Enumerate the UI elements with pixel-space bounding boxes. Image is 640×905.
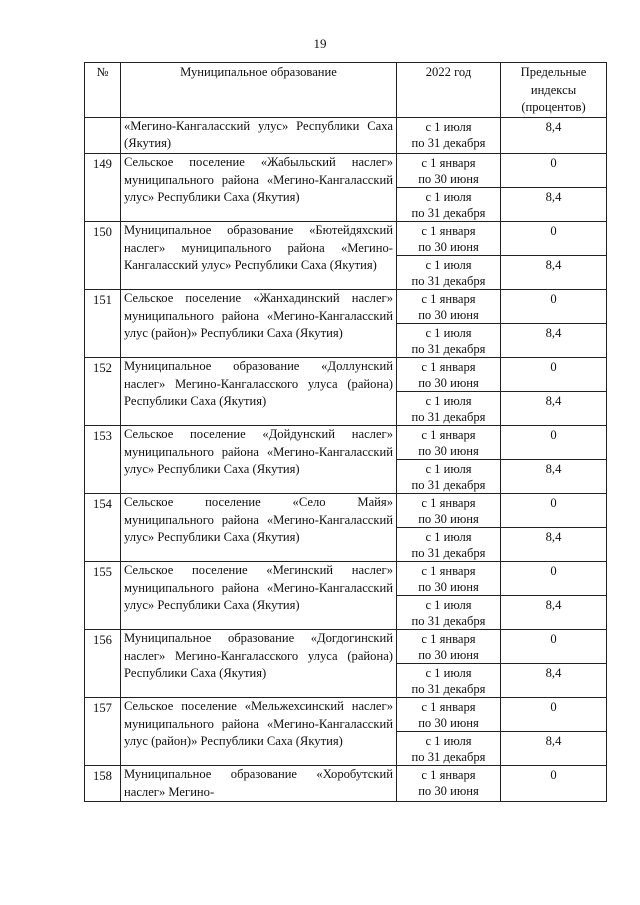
header-year: 2022 год (397, 63, 501, 118)
period-to: по 30 июня (418, 647, 479, 662)
period-to: по 31 декабря (411, 681, 486, 696)
header-number: № (85, 63, 121, 118)
period-from: с 1 января (421, 223, 476, 238)
period-cell (397, 527, 501, 561)
period-cell (397, 629, 501, 663)
row-number: 151 (85, 289, 121, 357)
row-number: 157 (85, 697, 121, 765)
period-cell (397, 697, 501, 731)
table-row (85, 425, 607, 459)
index-value: 0 (501, 493, 607, 527)
row-number: 156 (85, 629, 121, 697)
index-value: 8,4 (501, 187, 607, 221)
municipality-name: Сельское поселение «Дойдунский наслег» муниципального района «Мегино-Кангаласский улус» Республики Саха (Якутия) (121, 425, 397, 493)
index-value: 0 (501, 561, 607, 595)
row-number: 158 (85, 765, 121, 801)
municipality-name: Сельское поселение «Жабыльский наслег» муниципального района «Мегино-Кангаласский улус» Республики Саха (Якутия) (121, 153, 397, 221)
index-table (84, 62, 607, 802)
period-from: с 1 января (421, 427, 476, 442)
period-cell (397, 765, 501, 801)
table-header-row (85, 63, 607, 118)
period-from: с 1 июля (425, 393, 472, 408)
table-row (85, 561, 607, 595)
table-row (85, 357, 607, 391)
index-value: 0 (501, 697, 607, 731)
municipality-name: «Мегино-Кангаласский улус» Республики Саха (Якутия) (121, 117, 397, 153)
period-to: по 30 июня (418, 511, 479, 526)
period-cell (397, 425, 501, 459)
period-from: с 1 июля (425, 733, 472, 748)
period-to: по 31 декабря (411, 477, 486, 492)
index-value: 0 (501, 425, 607, 459)
index-value: 0 (501, 289, 607, 323)
municipality-name: Сельское поселение «Село Майя» муниципального района «Мегино-Кангаласский улус» Республики Саха (Якутия) (121, 493, 397, 561)
period-from: с 1 января (421, 631, 476, 646)
index-value: 0 (501, 357, 607, 391)
index-value: 8,4 (501, 527, 607, 561)
table-body (85, 117, 607, 801)
period-from: с 1 июля (425, 325, 472, 340)
period-cell (397, 595, 501, 629)
municipality-name: Сельское поселение «Жанхадинский наслег» муниципального района «Мегино-Кангаласский улус (район)» Республики Саха (Якутия) (121, 289, 397, 357)
period-to: по 31 декабря (411, 409, 486, 424)
period-from: с 1 января (421, 563, 476, 578)
period-cell (397, 459, 501, 493)
table-row (85, 153, 607, 187)
index-value: 8,4 (501, 731, 607, 765)
period-from: с 1 января (421, 767, 476, 782)
period-from: с 1 июля (425, 189, 472, 204)
period-to: по 30 июня (418, 239, 479, 254)
index-value: 0 (501, 221, 607, 255)
period-to: по 31 декабря (411, 341, 486, 356)
period-from: с 1 июля (425, 665, 472, 680)
period-cell (397, 187, 501, 221)
row-number: 150 (85, 221, 121, 289)
period-from: с 1 января (421, 699, 476, 714)
period-cell (397, 323, 501, 357)
municipality-name: Сельское поселение «Мегинский наслег» муниципального района «Мегино-Кангаласский улус» Республики Саха (Якутия) (121, 561, 397, 629)
row-number: 155 (85, 561, 121, 629)
period-to: по 30 июня (418, 715, 479, 730)
period-from: с 1 июля (425, 257, 472, 272)
index-value: 8,4 (501, 459, 607, 493)
period-from: с 1 июля (425, 597, 472, 612)
period-cell (397, 221, 501, 255)
header-municipality: Муниципальное образование (121, 63, 397, 118)
period-to: по 31 декабря (411, 545, 486, 560)
period-cell (397, 731, 501, 765)
table-row (85, 765, 607, 801)
municipality-name: Муниципальное образование «Бютейдяхский наслег» муниципального района «Мегино-Кангаласский улус» Республики Саха (Якутия) (121, 221, 397, 289)
index-value: 8,4 (501, 117, 607, 153)
period-cell (397, 391, 501, 425)
period-from: с 1 июля (425, 529, 472, 544)
index-value: 8,4 (501, 595, 607, 629)
period-from: с 1 июля (425, 461, 472, 476)
table-row (85, 697, 607, 731)
index-value: 0 (501, 153, 607, 187)
period-cell (397, 117, 501, 153)
row-number: 149 (85, 153, 121, 221)
period-to: по 30 июня (418, 171, 479, 186)
period-to: по 31 декабря (411, 135, 486, 150)
period-from: с 1 января (421, 495, 476, 510)
period-cell (397, 561, 501, 595)
period-cell (397, 357, 501, 391)
index-value: 8,4 (501, 323, 607, 357)
index-value: 0 (501, 765, 607, 801)
row-number: 152 (85, 357, 121, 425)
period-to: по 30 июня (418, 783, 479, 798)
period-to: по 30 июня (418, 443, 479, 458)
period-cell (397, 289, 501, 323)
table-row (85, 629, 607, 663)
period-to: по 31 декабря (411, 613, 486, 628)
period-to: по 31 декабря (411, 749, 486, 764)
period-cell (397, 153, 501, 187)
index-value: 0 (501, 629, 607, 663)
header-index: Предельные индексы (процентов) (501, 63, 607, 118)
period-to: по 31 декабря (411, 273, 486, 288)
period-from: с 1 июля (425, 119, 472, 134)
period-from: с 1 января (421, 359, 476, 374)
period-from: с 1 января (421, 291, 476, 306)
period-from: с 1 января (421, 155, 476, 170)
period-to: по 31 декабря (411, 205, 486, 220)
table-row (85, 289, 607, 323)
period-cell (397, 663, 501, 697)
period-to: по 30 июня (418, 375, 479, 390)
page-number: 19 (313, 36, 327, 51)
municipality-name: Муниципальное образование «Доллунский наслег» Мегино-Кангаласского улуса (района) Республики Саха (Якутия) (121, 357, 397, 425)
municipality-name: Сельское поселение «Мельжехсинский наслег» муниципального района «Мегино-Кангаласский улус (район)» Республики Саха (Якутия) (121, 697, 397, 765)
index-value: 8,4 (501, 391, 607, 425)
table-row-continuation (85, 117, 607, 153)
table-row (85, 493, 607, 527)
index-value: 8,4 (501, 255, 607, 289)
period-cell (397, 493, 501, 527)
row-number (85, 117, 121, 153)
municipality-name: Муниципальное образование «Хоробутский наслег» Мегино- (121, 765, 397, 801)
table-row (85, 221, 607, 255)
period-cell (397, 255, 501, 289)
row-number: 154 (85, 493, 121, 561)
index-value: 8,4 (501, 663, 607, 697)
period-to: по 30 июня (418, 307, 479, 322)
period-to: по 30 июня (418, 579, 479, 594)
municipality-name: Муниципальное образование «Догдогинский наслег» Мегино-Кангаласского улуса (района) Республики Саха (Якутия) (121, 629, 397, 697)
row-number: 153 (85, 425, 121, 493)
